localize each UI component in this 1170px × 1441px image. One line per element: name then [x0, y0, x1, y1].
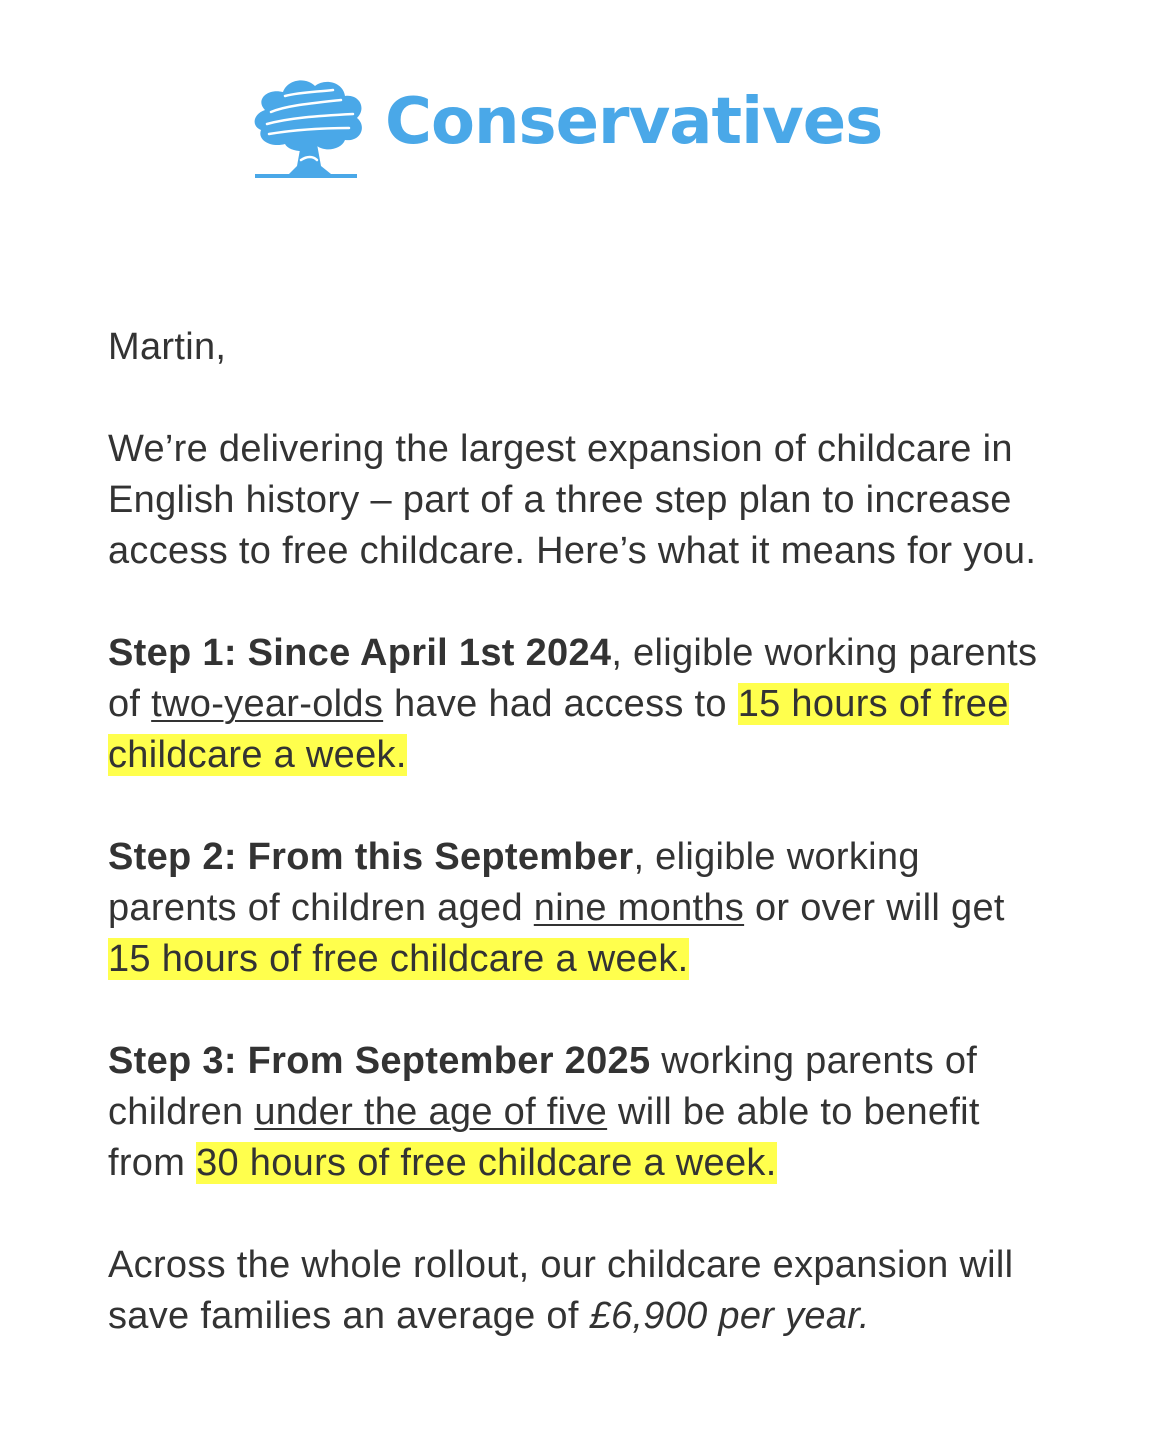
step-2-paragraph: Step 2: From this September, eligible working parents of children aged nine months or over will get 15 hours of free childcare a week.: [108, 836, 1005, 980]
step-1-highlight: 15 hours of free childcare a week.: [108, 683, 1009, 776]
step-2-underlined-text: nine months: [533, 887, 745, 929]
email-header: [0, 70, 1170, 190]
step-3-highlight: 30 hours of free childcare a week.: [196, 1142, 777, 1184]
closing-paragraph: Across the whole rollout, our childcare expansion will save families an average of £6,900 per year.: [108, 1244, 1014, 1337]
conservatives-logo[interactable]: [245, 70, 882, 180]
email-body: [108, 322, 1048, 1342]
step-1-underlined-text: two-year-olds: [151, 683, 384, 725]
oak-tree-logo-icon: [245, 70, 373, 180]
step-2-highlight: 15 hours of free childcare a week.: [108, 938, 689, 980]
savings-amount: £6,900 per year.: [589, 1295, 870, 1337]
step-3-underlined-text: under the age of five: [254, 1091, 608, 1133]
intro-paragraph: We’re delivering the largest expansion of childcare in English history – part of a three step plan to increase access to free childcare. Here’s what it means for you.: [108, 428, 1037, 572]
step-2-heading: Step 2: From this September: [108, 836, 634, 878]
greeting: Martin,: [108, 326, 227, 368]
step-3-paragraph: Step 3: From September 2025 working parents of children under the age of five will be able to benefit from 30 hours of free childcare a week.: [108, 1040, 980, 1184]
step-1-heading: Step 1: Since April 1st 2024: [108, 632, 612, 674]
logo-wordmark: Conservatives: [385, 85, 883, 159]
step-1-paragraph: Step 1: Since April 1st 2024, eligible working parents of two-year-olds have had access to 15 hours of free childcare a week.: [108, 632, 1038, 776]
step-3-heading: Step 3: From September 2025: [108, 1040, 651, 1082]
